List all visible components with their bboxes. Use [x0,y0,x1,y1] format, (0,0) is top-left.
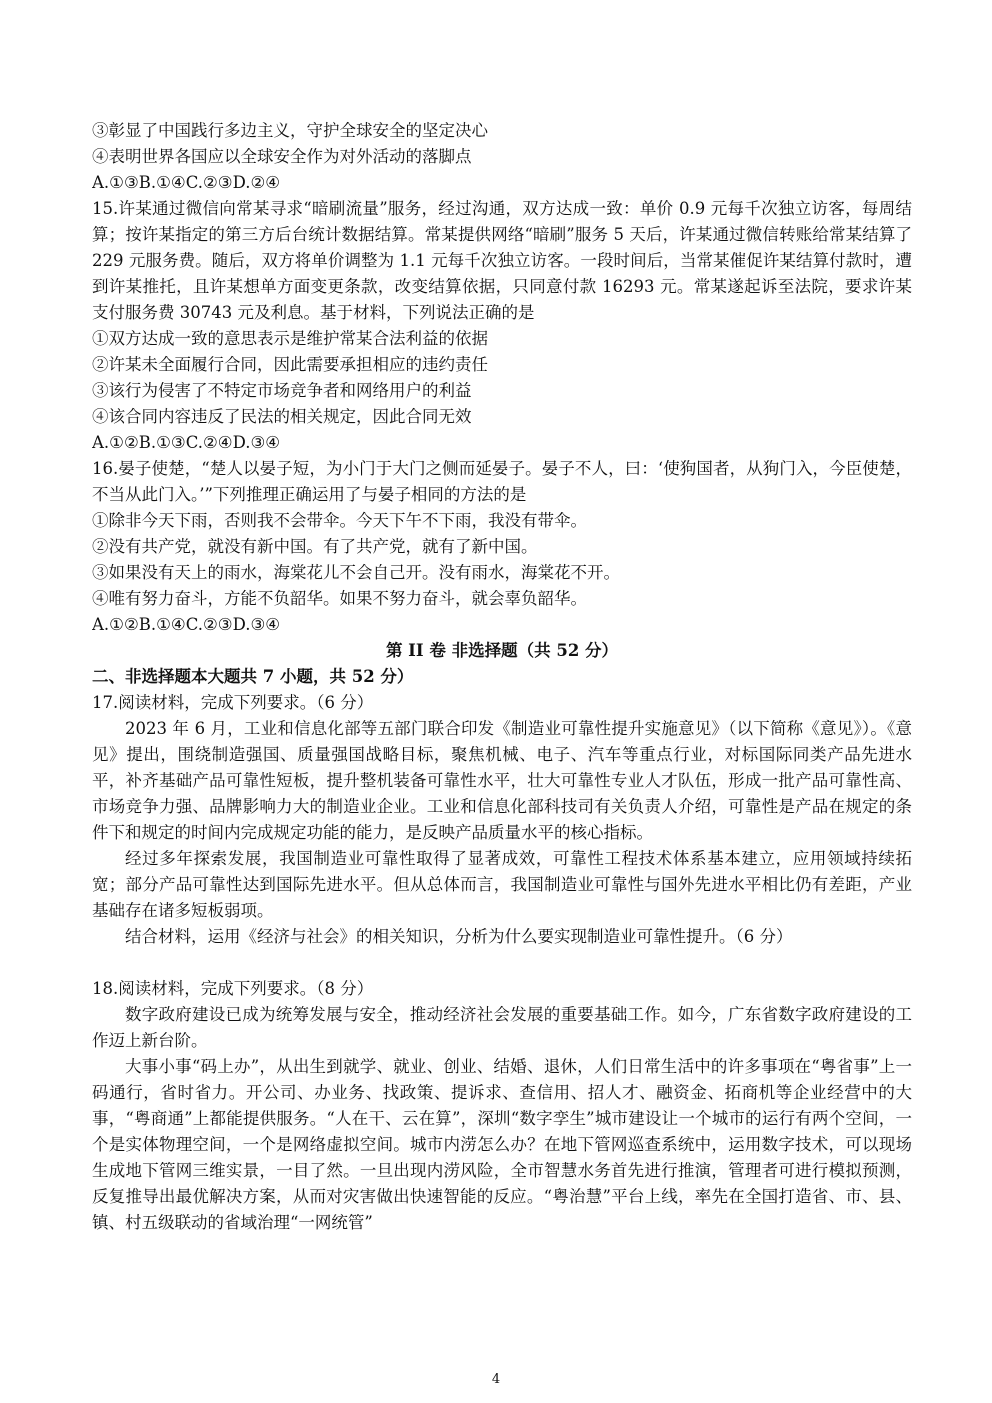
exam-page [92,118,912,1236]
q16-option-4: ④唯有努力奋斗，方能不负韶华。如果不努力奋斗，就会辜负韶华。 [92,589,587,608]
q15-answer-choices: A.①②B.①③C.②④D.③④ [92,433,281,452]
q18-title: 18.阅读材料，完成下列要求。（8 分） [92,979,374,998]
q15-option-1: ①双方达成一致的意思表示是维护常某合法利益的依据 [92,329,488,348]
q17-question: 结合材料，运用《经济与社会》的相关知识，分析为什么要实现制造业可靠性提升。（6 分） [125,927,793,946]
q15-option-2: ②许某未全面履行合同，因此需要承担相应的违约责任 [92,355,488,374]
q14-answer-choices: A.①③B.①④C.②③D.②④ [92,173,281,192]
q15-option-4: ④该合同内容违反了民法的相关规定，因此合同无效 [92,407,472,426]
section-2-title: 第 II 卷 非选择题（共 52 分） [385,641,619,660]
q15-option-3: ③该行为侵害了不特定市场竞争者和网络用户的利益 [92,381,472,400]
section-2-heading: 二、非选择题本大题共 7 小题，共 52 分） [92,667,414,686]
page-number: 4 [491,1372,501,1387]
q14-option-4: ④表明世界各国应以全球安全作为对外活动的落脚点 [92,147,472,166]
answer-space [92,950,912,976]
q16-option-2: ②没有共产党，就没有新中国。有了共产党，就有了新中国。 [92,537,538,556]
q15-stem: 15.许某通过微信向常某寻求“暗刷流量”服务，经过沟通，双方达成一致：单价 0.9 元每千次独立访客，每周结算；按许某指定的第三方后台统计数据结算。常某提供网络“暗刷”服务 5 天后，许某通过微信转账给常某结算了 229 元服务费。随后，双方将单价调整为 1.1 元每千次独立访客。一段时间后，当常某催促许某结算付款时，遭到许某推托，且许某想单方面变更条款，改变结算依据，只同意付款 16293 元。常某遂起诉至法院，要求许某支付服务费 30743 元及利息。基于材料，下列说法正确的是 [92,199,912,322]
q14-option-3: ③彰显了中国践行多边主义，守护全球安全的坚定决心 [92,121,488,140]
q17-paragraph-1: 2023 年 6 月，工业和信息化部等五部门联合印发《制造业可靠性提升实施意见》（以下简称《意见》）。《意见》提出，围绕制造强国、质量强国战略目标，聚焦机械、电子、汽车等重点行业，对标国际同类产品先进水平，补齐基础产品可靠性短板，提升整机装备可靠性水平，壮大可靠性专业人才队伍，形成一批产品可靠性高、市场竞争力强、品牌影响力大的制造业企业。工业和信息化部科技司有关负责人介绍，可靠性是产品在规定的条件下和规定的时间内完成规定功能的能力，是反映产品质量水平的核心指标。 [92,719,912,842]
q18-paragraph-1: 数字政府建设已成为统筹发展与安全，推动经济社会发展的重要基础工作。如今，广东省数字政府建设的工作迈上新台阶。 [92,1005,912,1050]
q16-answer-choices: A.①②B.①④C.②③D.③④ [92,615,281,634]
q16-option-1: ①除非今天下雨，否则我不会带伞。今天下午不下雨，我没有带伞。 [92,511,587,530]
q17-paragraph-2: 经过多年探索发展，我国制造业可靠性取得了显著成效，可靠性工程技术体系基本建立，应用领域持续拓宽；部分产品可靠性达到国际先进水平。但从总体而言，我国制造业可靠性与国外先进水平相比仍有差距，产业基础存在诸多短板弱项。 [92,849,912,920]
q16-option-3: ③如果没有天上的雨水，海棠花儿不会自己开。没有雨水，海棠花不开。 [92,563,620,582]
q18-paragraph-2: 大事小事“码上办”，从出生到就学、就业、创业、结婚、退休，人们日常生活中的许多事项在“粤省事”上一码通行，省时省力。开公司、办业务、找政策、提诉求、查信用、招人才、融资金、拓商机等企业经营中的大事，“粤商通”上都能提供服务。“人在干、云在算”，深圳“数字孪生”城市建设让一个城市的运行有两个空间，一个是实体物理空间，一个是网络虚拟空间。城市内涝怎么办？在地下管网巡查系统中，运用数字技术，可以现场生成地下管网三维实景，一目了然。一旦出现内涝风险，全市智慧水务首先进行推演，管理者可进行模拟预测，反复推导出最优解决方案，从而对灾害做出快速智能的反应。“粤治慧”平台上线，率先在全国打造省、市、县、镇、村五级联动的省域治理“一网统管” [92,1057,912,1232]
q16-stem: 16.晏子使楚，“楚人以晏子短，为小门于大门之侧而延晏子。晏子不人，曰：‘使狗国者，从狗门入，今臣使楚，不当从此门入。’”下列推理正确运用了与晏子相同的方法的是 [92,459,912,504]
q17-title: 17.阅读材料，完成下列要求。（6 分） [92,693,374,712]
